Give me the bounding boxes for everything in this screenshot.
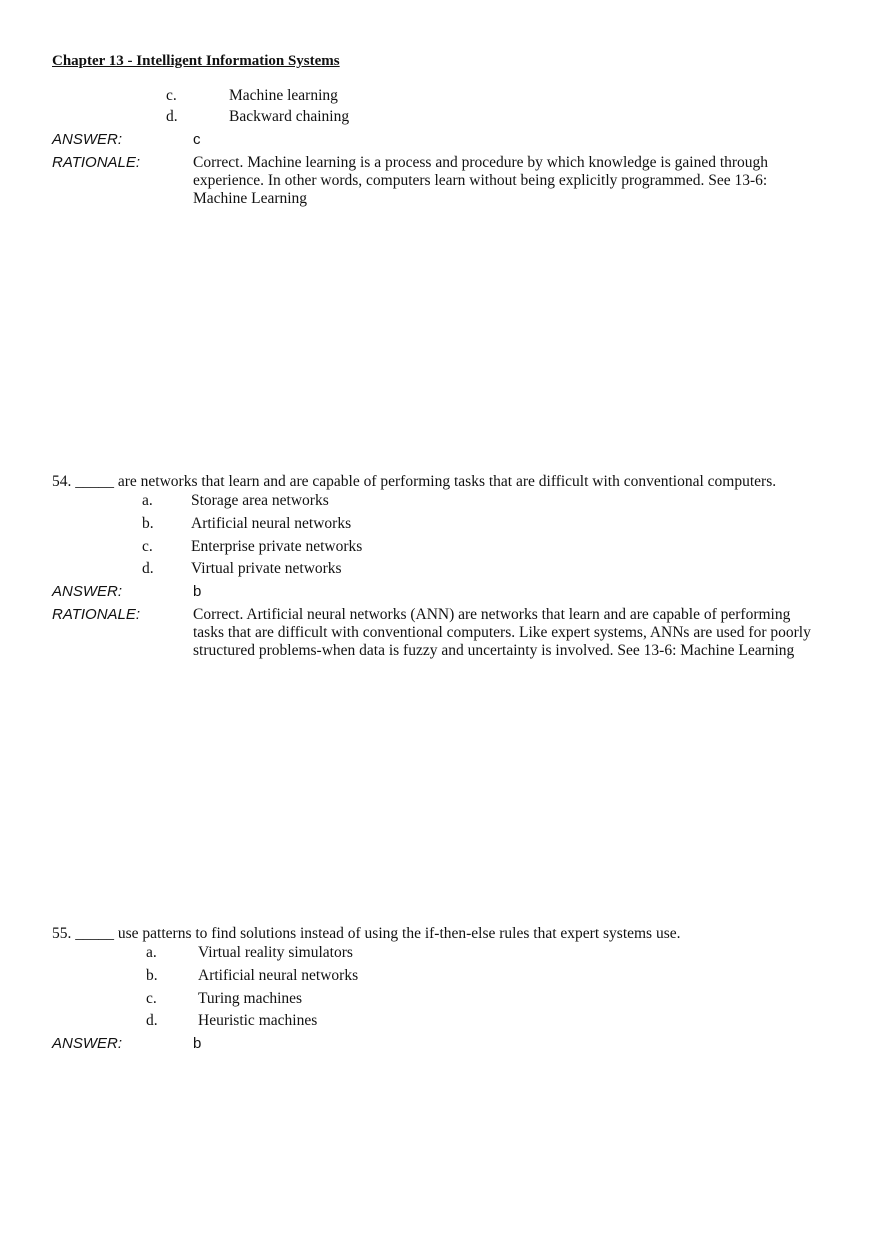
option-text: Storage area networks <box>191 492 329 509</box>
option-text: Artificial neural networks <box>198 967 359 984</box>
option-text: Backward chaining <box>229 108 350 125</box>
answer-value: b <box>193 583 202 600</box>
question-text: 55. _____ use patterns to find solutions instead of using the if-then-else rules that expert systems use. <box>52 925 681 942</box>
rationale-label: RATIONALE: <box>52 154 141 171</box>
option-text: Virtual reality simulators <box>198 944 353 961</box>
rationale-line: Correct. Artificial neural networks (ANN) are networks that learn and are capable of performing <box>193 606 791 623</box>
answer-value: c <box>193 131 201 148</box>
option-letter: c. <box>146 990 157 1007</box>
rationale-text <box>193 154 768 208</box>
rationale-text <box>193 606 811 660</box>
option-letter: a. <box>142 492 153 509</box>
page-title: Chapter 13 - Intelligent Information Systems <box>52 53 340 69</box>
option-letter: d. <box>142 560 154 577</box>
option-text: Heuristic machines <box>198 1012 318 1029</box>
answer-label: ANSWER: <box>52 1035 123 1052</box>
option-text: Machine learning <box>229 87 338 104</box>
option-letter: b. <box>146 967 158 984</box>
rationale-line: structured problems-when data is fuzzy and uncertainty is involved. See 13-6: Machine Learning <box>193 642 795 659</box>
rationale-line: Machine Learning <box>193 190 308 207</box>
answer-label: ANSWER: <box>52 131 123 148</box>
option-text: Virtual private networks <box>191 560 342 577</box>
rationale-label: RATIONALE: <box>52 606 141 623</box>
option-letter: c. <box>142 538 153 555</box>
option-text: Turing machines <box>198 990 303 1007</box>
option-text: Artificial neural networks <box>191 515 352 532</box>
rationale-line: Correct. Machine learning is a process and procedure by which knowledge is gained through <box>193 154 769 171</box>
rationale-line: tasks that are difficult with conventional computers. Like expert systems, ANNs are used for poorly <box>193 624 811 641</box>
answer-value: b <box>193 1035 202 1052</box>
option-letter: b. <box>142 515 154 532</box>
answer-label: ANSWER: <box>52 583 123 600</box>
option-letter: a. <box>146 944 157 961</box>
option-letter: d. <box>166 108 178 125</box>
option-letter: d. <box>146 1012 158 1029</box>
rationale-line: experience. In other words, computers learn without being explicitly programmed. See 13-6: <box>193 172 768 189</box>
question-text: 54. _____ are networks that learn and are capable of performing tasks that are difficult with conventional computers. <box>52 473 777 490</box>
option-text: Enterprise private networks <box>191 538 363 555</box>
option-letter: c. <box>166 87 177 104</box>
